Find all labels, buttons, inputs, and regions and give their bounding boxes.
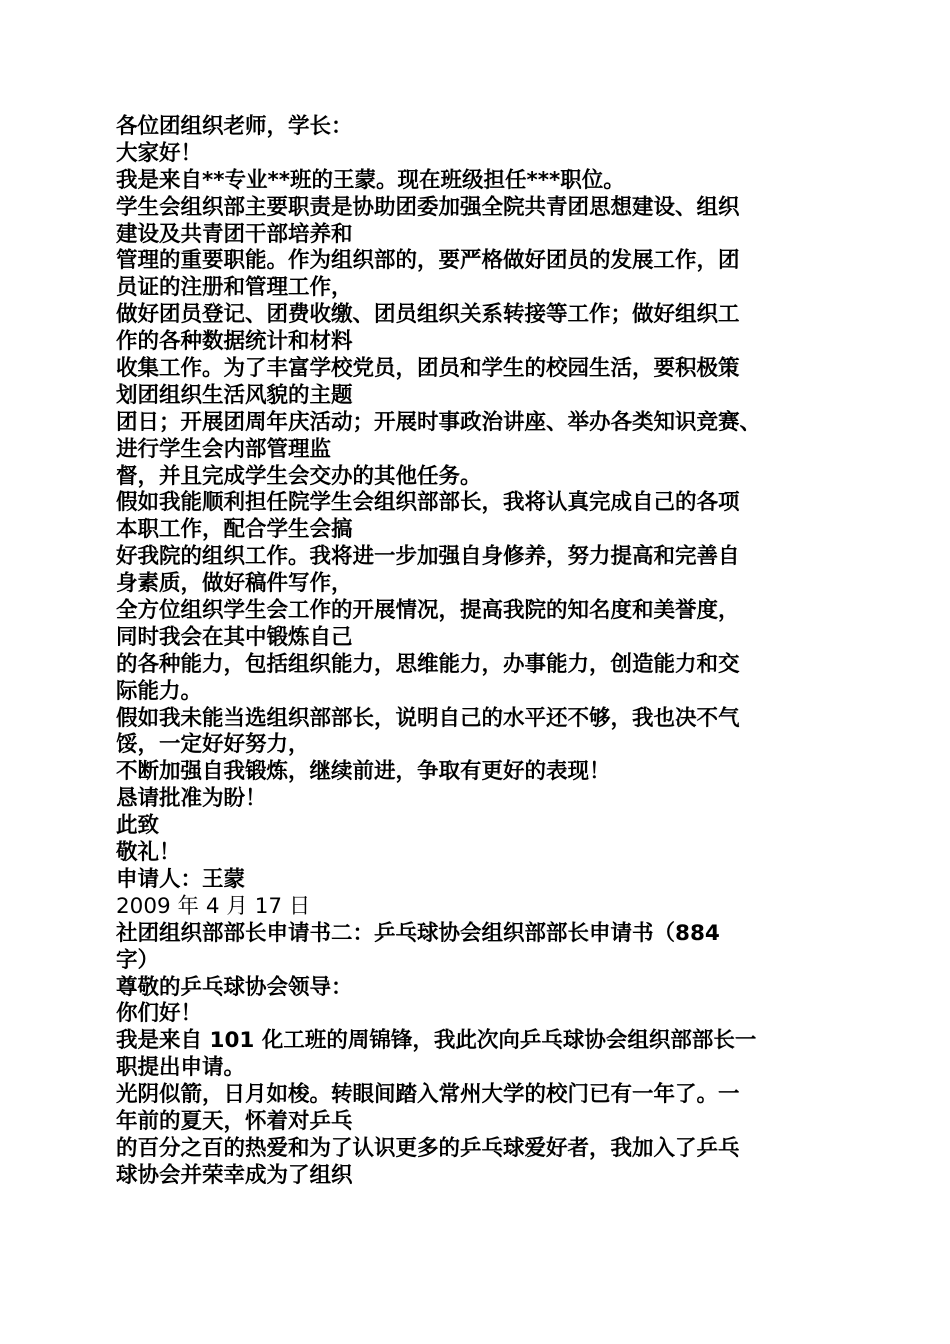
text-line: 管理的重要职能。作为组织部的，要严格做好团员的发展工作，团 — [116, 248, 740, 274]
text-line: 身素质，做好稿件写作， — [116, 571, 353, 597]
text-line: 际能力。 — [116, 678, 203, 704]
text-line: 作的各种数据统计和材料 — [116, 329, 353, 355]
text-line: 进行学生会内部管理监 — [116, 436, 332, 462]
text-line: 我是来自**专业**班的王蒙。现在班级担任***职位。 — [116, 167, 625, 193]
text-line: 的百分之百的热爱和为了认识更多的乒乓球爱好者，我加入了乒乓 — [116, 1135, 740, 1161]
text-line: 团日；开展团周年庆活动；开展时事政治讲座、举办各类知识竞赛、 — [116, 409, 762, 435]
text-line: 督，并且完成学生会交办的其他任务。 — [116, 463, 482, 489]
section-heading-continued: 字） — [116, 947, 160, 973]
text-line: 划团组织生活风貌的主题 — [116, 382, 353, 408]
text-line: 年前的夏天，怀着对乒乓 — [116, 1108, 353, 1134]
text-line: 同时我会在其中锻炼自己 — [116, 624, 353, 650]
text-line: 馁，一定好好努力， — [116, 732, 310, 758]
text-line: 学生会组织部主要职责是协助团委加强全院共青团思想建设、组织 — [116, 194, 740, 220]
text-line: 假如我未能当选组织部部长，说明自己的水平还不够，我也决不气 — [116, 705, 740, 731]
text-line: 各位团组织老师，学长： — [116, 114, 353, 139]
text-line: 本职工作，配合学生会搞 — [116, 517, 353, 543]
text-line: 做好团员登记、团费收缴、团员组织关系转接等工作；做好组织工 — [116, 302, 740, 328]
text-line: 的各种能力，包括组织能力，思维能力，办事能力，创造能力和交 — [116, 651, 740, 677]
date-line: 2009 年 4 月 17 日 — [116, 893, 311, 919]
text-line: 职提出申请。 — [116, 1055, 246, 1081]
text-line: 大家好！ — [116, 140, 203, 166]
text-line: 收集工作。为了丰富学校党员，团员和学生的校园生活，要积极策 — [116, 356, 740, 382]
text-line: 员证的注册和管理工作， — [116, 275, 353, 301]
signature-line: 申请人：王蒙 — [116, 866, 246, 892]
text-line: 假如我能顺利担任院学生会组织部部长，我将认真完成自己的各项 — [116, 490, 740, 516]
document-body — [116, 114, 841, 1190]
text-line: 你们好！ — [116, 1001, 203, 1027]
text-line: 此致 — [116, 813, 160, 839]
text-line: 球协会并荣幸成为了组织 — [116, 1162, 353, 1188]
text-line: 建设及共青团干部培养和 — [116, 221, 353, 247]
text-line: 恳请批准为盼！ — [116, 786, 267, 812]
text-line: 敬礼！ — [116, 840, 181, 866]
text-line: 不断加强自我锻炼，继续前进，争取有更好的表现！ — [116, 759, 611, 785]
text-line: 光阴似箭，日月如梭。转眼间踏入常州大学的校门已有一年了。一 — [116, 1082, 740, 1108]
text-line: 我是来自 101 化工班的周锦锋，我此次向乒乓球协会组织部部长一 — [116, 1028, 757, 1054]
section-heading: 社团组织部部长申请书二：乒乓球协会组织部部长申请书（884 — [116, 920, 720, 946]
text-line: 尊敬的乒乓球协会领导： — [116, 974, 353, 1000]
text-line: 好我院的组织工作。我将进一步加强自身修养，努力提高和完善自 — [116, 544, 740, 570]
text-line: 全方位组织学生会工作的开展情况，提高我院的知名度和美誉度， — [116, 598, 740, 624]
